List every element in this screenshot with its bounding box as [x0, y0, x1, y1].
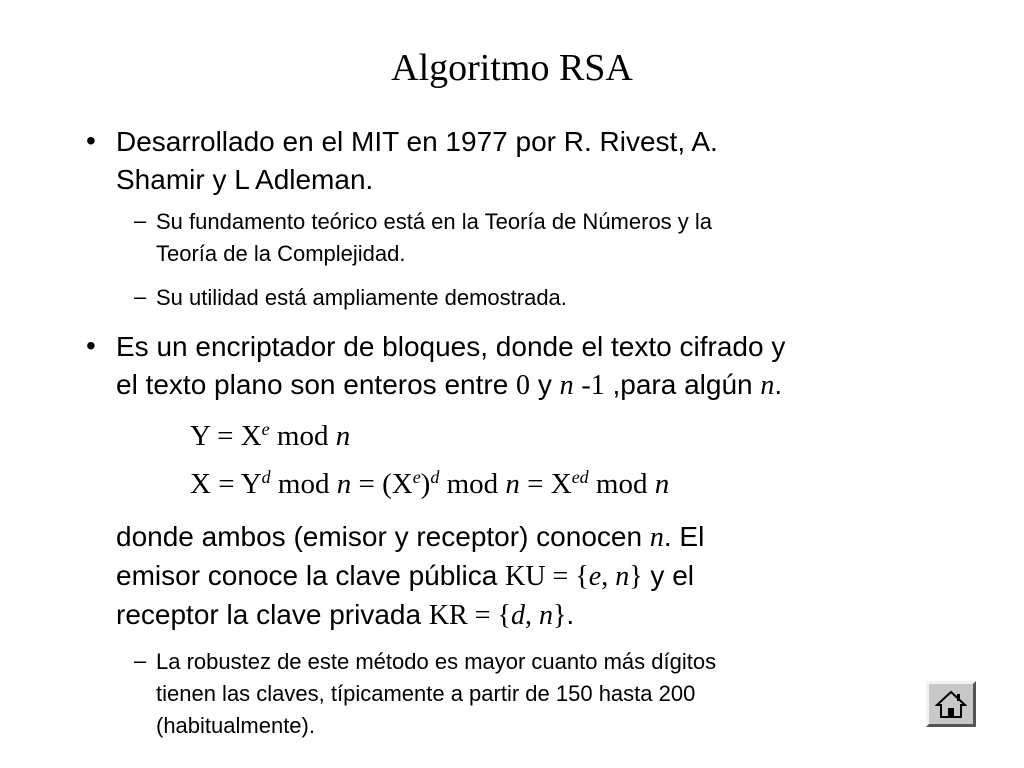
math-text: , — [524, 600, 539, 631]
math-text: } — [629, 561, 643, 592]
bullet-2 — [116, 328, 946, 405]
eq-var: n — [505, 468, 520, 500]
paragraph-text: y el — [642, 560, 695, 591]
math-text: KU = { — [505, 561, 589, 592]
bullet-1-line-1: Desarrollado en el MIT en 1977 por R. Rivest, A. — [116, 126, 718, 157]
paragraph-line-3 — [116, 596, 946, 635]
eq-text: mod — [439, 468, 506, 500]
math-var: e — [588, 561, 602, 592]
bullet-1 — [116, 123, 946, 199]
sub-item-1-line-1: Su fundamento teórico está en la Teoría de Números y la — [156, 209, 713, 234]
paragraph-text: receptor la clave privada — [116, 599, 422, 630]
eq-var: n — [654, 468, 670, 500]
paragraph-text: emisor conoce la clave pública — [116, 560, 498, 591]
bullet-1-line-2: Shamir y L Adleman. — [116, 164, 374, 195]
bullet-2-line-2 — [116, 366, 946, 405]
bullet-2-text: ,para algún — [612, 369, 753, 400]
eq-text: mod — [269, 420, 336, 452]
math-var: n — [538, 600, 553, 631]
eq-exponent: e — [412, 467, 421, 488]
bullet-2-text: y — [537, 369, 552, 400]
math-var: d — [510, 600, 525, 631]
equation-1 — [190, 418, 350, 454]
paragraph-text: . — [566, 599, 575, 630]
sub-item-2 — [156, 282, 916, 314]
home-icon — [935, 689, 967, 719]
eq-text: X = Y — [190, 468, 262, 500]
eq-exponent: d — [261, 467, 271, 488]
sub-item-3 — [156, 646, 916, 742]
bullet-2-line-1: Es un encriptador de bloques, donde el texto cifrado y — [116, 331, 786, 362]
eq-exponent: ed — [571, 467, 589, 488]
paragraph-text: donde ambos (emisor y receptor) conocen — [116, 521, 643, 552]
sub-item-1-line-2: Teoría de la Complejidad. — [156, 241, 406, 266]
slide-title: Algoritmo RSA — [391, 47, 633, 89]
math-text: } — [552, 600, 567, 631]
sub-item-3-line-3: (habitualmente). — [156, 713, 315, 738]
bullet-2-text: el texto plano son enteros entre — [116, 369, 509, 400]
eq-text: mod — [588, 468, 655, 500]
math-text: , — [601, 561, 616, 592]
math-minus-one: -1 — [581, 370, 605, 401]
continuation-paragraph — [116, 518, 946, 635]
sub-item-2-line-1: Su utilidad está ampliamente demostrada. — [156, 285, 567, 310]
math-var: n — [615, 561, 630, 592]
eq-text: ) — [420, 468, 431, 500]
bullet-mark: • — [86, 125, 96, 156]
paragraph-line-2 — [116, 557, 946, 596]
dash-mark: – — [134, 648, 147, 673]
eq-exponent: d — [430, 467, 440, 488]
paragraph-line-1 — [116, 518, 946, 557]
eq-text: mod — [270, 468, 337, 500]
eq-var: n — [336, 468, 352, 500]
math-text: KR = { — [428, 600, 511, 631]
paragraph-text: . El — [663, 521, 705, 552]
equation-2 — [190, 466, 669, 502]
math-zero: 0 — [516, 370, 531, 401]
eq-text: = X — [519, 468, 572, 500]
math-n: n — [760, 370, 775, 401]
dash-mark: – — [134, 208, 147, 233]
math-n: n — [559, 370, 574, 401]
home-button[interactable] — [926, 681, 976, 727]
sub-item-3-line-2: tienen las claves, típicamente a partir de 150 hasta 200 — [156, 681, 696, 706]
dash-mark: – — [134, 284, 147, 309]
bullet-2-text: . — [774, 369, 783, 400]
bullet-mark: • — [86, 330, 96, 361]
eq-var: n — [335, 420, 351, 452]
sub-item-3-line-1: La robustez de este método es mayor cuanto más dígitos — [156, 649, 717, 674]
eq-exponent: e — [261, 419, 270, 440]
sub-item-1 — [156, 206, 916, 270]
eq-text: = (X — [351, 468, 413, 500]
eq-text: Y = X — [190, 420, 262, 452]
math-n: n — [649, 522, 664, 553]
